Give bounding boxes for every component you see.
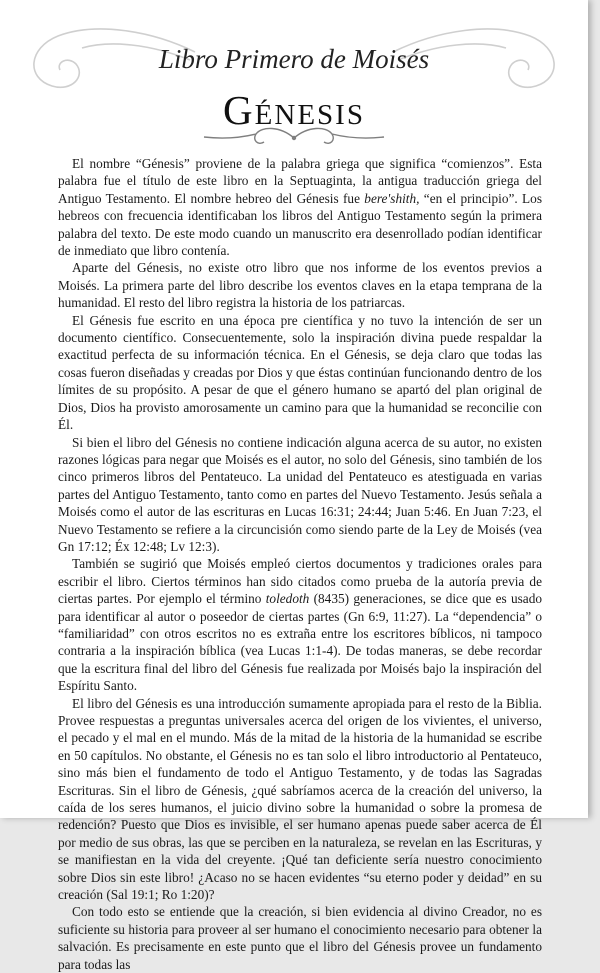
paragraph: También se sugirió que Moisés empleó ciertos documentos y tradiciones orales para escribir el libro. Ciertos términos han sido citados como prueba de la autoría previa de ciertas partes. Por ejemplo el término toledoth (8435) generaciones, se dice que es usado para identificar al autor o poseedor de ciertas partes (Gn 6:9, 11:27). La “dependencia” o “familiaridad” con otros escritos no es extraña entre los escritores bíblicos, ni tampoco contraria a la inspiración bíblica (vea Lucas 1:1-4). De todas maneras, se debe recordar que la escritura final del libro del Génesis fue realizada por Moisés bajo la inspiración del Espíritu Santo.	[58, 556, 542, 694]
paragraph: Si bien el libro del Génesis no contiene indicación alguna acerca de su autor, no existen razones lógicas para negar que Moisés es el autor, no solo del Génesis, sino también de los cinco primeros libros del Pentateuco. La unidad del Pentateuco es atestiguada en varias partes del Antiguo Testamento, tanto como en partes del Nuevo Testamento. Jesús señala a Moisés como el autor de las escrituras en Lucas 16:31; 24:44; Juan 5:46. En Juan 7:23, el Nuevo Testamento se refiere a la circuncisión como siendo parte de la Ley de Moisés (vea Gn 17:12; Éx 12:48; Lv 12:3).	[58, 434, 542, 554]
body-text	[58, 155, 542, 973]
paragraph: Aparte del Génesis, no existe otro libro que nos informe de los eventos previos a Moisés. La primera parte del libro describe los eventos claves en la etapa temprana de la humanidad. El resto del libro registra la historia de los patriarcas.	[58, 260, 542, 311]
paragraph: Con todo esto se entiende que la creación, si bien evidencia al divino Creador, no es suficiente su historia para proveer al ser humano el conocimiento necesario para obtener la salvación. Es precisamente en este punto que el libro del Génesis provee un fundamento para todas las	[58, 904, 542, 972]
header-ornament	[0, 0, 588, 160]
bottom-line-left	[204, 134, 256, 138]
paragraph: El Génesis fue escrito en una época pre científica y no tuvo la intención de ser un documento científico. Consecuentemente, solo la inspiración divina puede respaldar la exactitud perfecta de su información técnica. En el Génesis, se deja claro que todas las cosas fueron diseñadas y creadas por Dios y que éstas continúan funcionando dentro de los límites de su propósito. A pesar de que el género humano se apartó del plan original de Dios, Dios ha provisto amorosamente un camino para que la humanidad se reconcilie con Él.	[58, 312, 542, 433]
bottom-line-right	[332, 134, 384, 138]
paragraph: El libro del Génesis es una introducción sumamente apropiada para el resto de la Biblia. Provee respuestas a preguntas universales acerca del origen de los vivientes, el universo, el pecado y el mal en el mundo. Más de la mitad de la historia de la humanidad se escribe en 50 capítulos. No obstante, el Génesis no es tan solo el libro introductorio al Pentateuco, sino más bien el fundamento de todo el Antiguo Testamento, y de todas las Sagradas Escrituras. Sin el libro de Génesis, ¿qué sabríamos acerca de la creación del universo, la caída de los seres humanos, el juicio divino sobre la humanidad o sobre la promesa de redención? Puesto que Dios es invisible, el ser humano apenas puede saber acerca de Él por medio de sus obras, las que se perciben en la naturaleza, se revelan en las Escrituras, y se manifiestan en la vida del creyente. ¡Qué tan deficiente sería nuestro conocimiento sobre Dios sin este libro! ¿Acaso no se hacen evidentes “su eterno poder y deidad” en su creación (Sal 19:1; Ro 1:20)?	[58, 695, 542, 903]
hebrew-term: bere'shith,	[364, 190, 420, 206]
paragraph: El nombre “Génesis” proviene de la palabra griega que significa “comienzos”. Esta palabra fue el título de este libro en la Septuaginta, la antigua traducción griega del Antiguo Testamento. El nombre hebreo del Génesis fue bere'shith, “en el principio”. Los hebreos con frecuencia identificaban los libros del Antiguo Testamento según la primera palabra del texto. De este modo cuando un manuscrito era desenrollado podían identificar de inmediato que libro contenía.	[58, 156, 542, 259]
book-subtitle: Libro Primero de Moisés	[158, 44, 430, 74]
hebrew-term: toledoth	[265, 591, 310, 607]
book-title: Génesis	[223, 87, 365, 133]
